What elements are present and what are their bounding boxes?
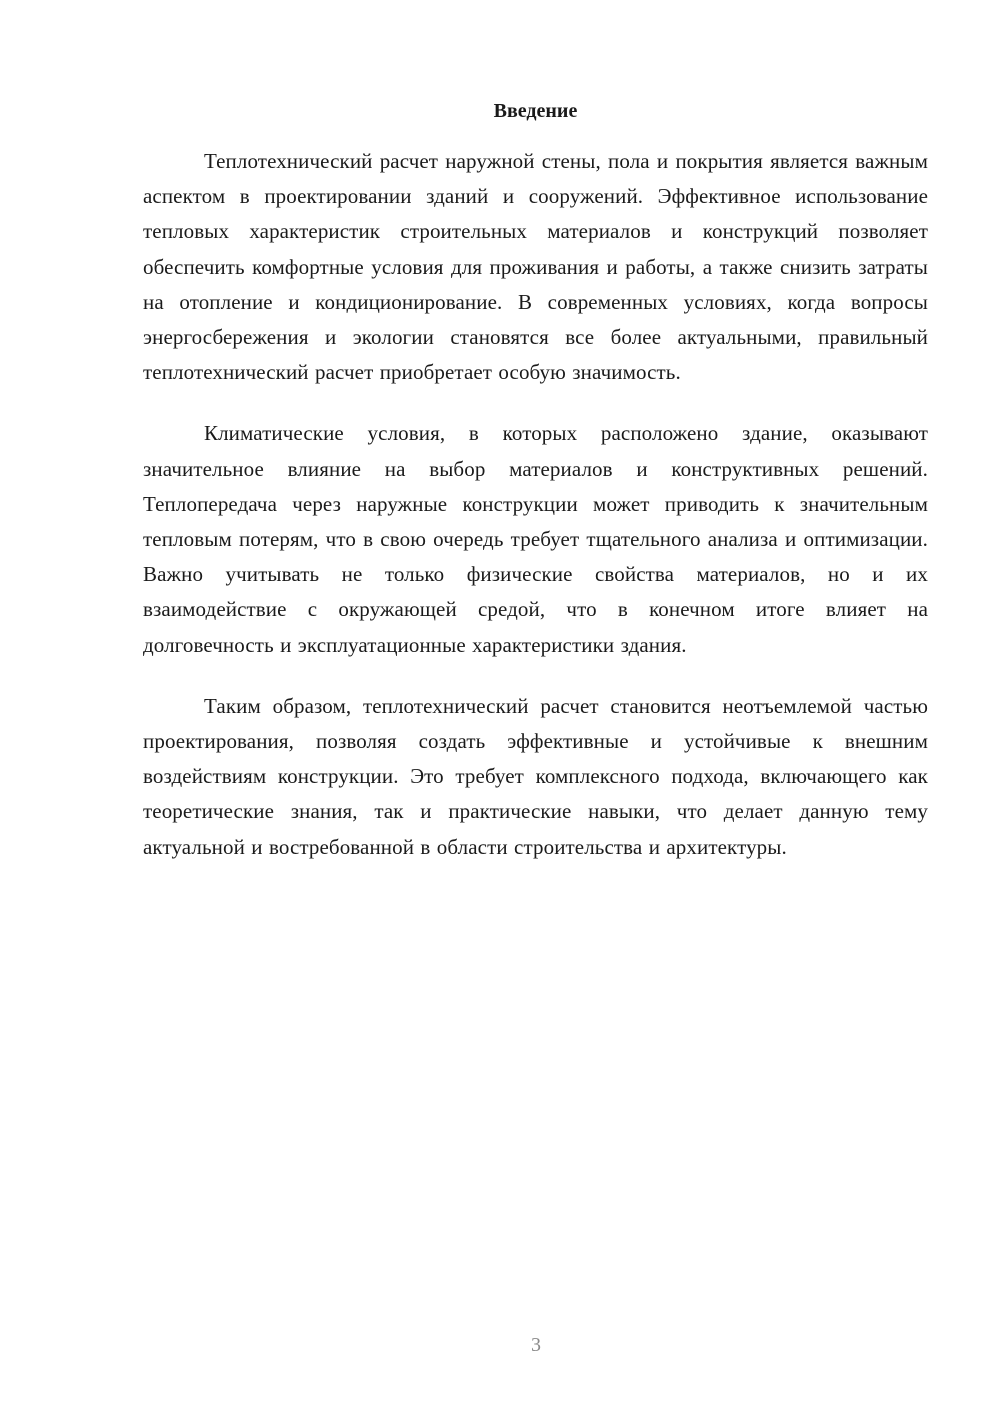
paragraph-1: Теплотехнический расчет наружной стены, пола и покрытия является важным аспектом в проектировании зданий и сооружений. Эффективное использование тепловых характеристик строительных материалов и конструкций позволяет обеспечить комфортные условия для проживания и работы, а также снизить затраты на отопление и кондиционирование. В современных условиях, когда вопросы энергосбережения и экологии становятся все более актуальными, правильный теплотехнический расчет приобретает особую значимость. <box>143 149 928 385</box>
paragraph-2: Климатические условия, в которых расположено здание, оказывают значительное влияние на выбор материалов и конструктивных решений. Теплопередача через наружные конструкции может приводить к значительным тепловым потерям, что в свою очередь требует тщательного анализа и оптимизации. Важно учитывать не только физические свойства материалов, но и их взаимодействие с окружающей средой, что в конечном итоге влияет на долговечность и эксплуатационные характеристики здания. <box>143 421 928 657</box>
paragraph-3: Таким образом, теплотехнический расчет становится неотъемлемой частью проектирования, позволяя создать эффективные и устойчивые к внешним воздействиям конструкции. Это требует комплексного подхода, включающего как теоретические знания, так и практические навыки, что делает данную тему актуальной и востребованной в области строительства и архитектуры. <box>143 693 928 859</box>
page-number: 3 <box>531 1334 541 1356</box>
page-content <box>143 96 928 891</box>
page-title: Введение <box>493 100 578 122</box>
